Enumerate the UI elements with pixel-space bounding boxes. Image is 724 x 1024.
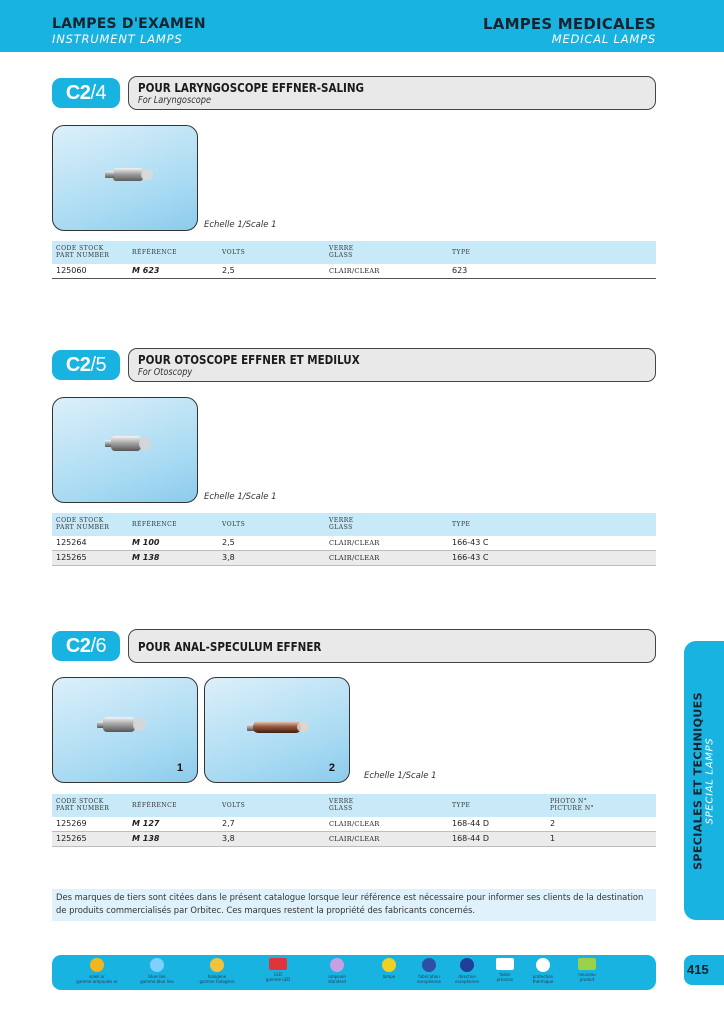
bulb-icon (330, 958, 344, 972)
col-header-type: TYPE (452, 249, 471, 256)
col-header-ref: RÉFÉRENCE (132, 802, 178, 809)
lamp-icon (382, 958, 396, 972)
code-suffix: /5 (90, 354, 107, 376)
section-c2-4 (52, 76, 656, 275)
table-row (52, 817, 656, 832)
square-icon (496, 958, 514, 970)
footer-legend-label: faible (499, 972, 511, 977)
cell-glass: CLAIR/CLEAR (329, 554, 380, 562)
table-header (52, 794, 656, 817)
footer-legend-label: européenne (455, 979, 479, 984)
cell-ref: M 127 (132, 819, 160, 828)
header-left-subtitle: INSTRUMENT LAMPS (52, 32, 183, 46)
footer-legend-label: blue line (148, 974, 166, 979)
product-photo (52, 397, 198, 503)
col-header-glass: VERRE GLASS (329, 798, 354, 812)
table-header (52, 241, 656, 264)
cell-glass: CLAIR/CLEAR (329, 835, 380, 843)
blue-sun-icon (150, 958, 164, 972)
section-title-box (128, 348, 656, 382)
table-row (52, 551, 656, 566)
footer-legend-label: LED (274, 972, 282, 977)
section-title-box (128, 629, 656, 663)
cell-glass: CLAIR/CLEAR (329, 539, 380, 547)
cell-ref: M 138 (132, 834, 160, 843)
footer-legend-label: lampe (382, 974, 396, 979)
section-code-badge (52, 631, 120, 661)
product-photo-1 (52, 677, 198, 783)
footer-legend-label: ampoule (328, 974, 346, 979)
section-title: POUR ANAL-SPECULUM EFFNER (138, 639, 322, 654)
code-main: C2 (65, 82, 91, 104)
section-c2-5 (52, 348, 656, 562)
cell-type: 168-44 D (452, 819, 490, 828)
cell-code: 125265 (56, 834, 87, 843)
cell-type: 623 (452, 266, 468, 275)
section-subtitle: For Laryngoscope (138, 95, 212, 106)
footer-legend-label: directive (458, 974, 476, 979)
side-tab (684, 641, 724, 920)
section-title-bar (52, 76, 656, 112)
cell-glass: CLAIR/CLEAR (329, 820, 380, 828)
cell-photo: 2 (550, 819, 556, 828)
page-number: 415 (687, 962, 709, 977)
side-tab-title: SPECIALES ET TECHNIQUES (691, 691, 705, 870)
footer-legend-label: européenne (417, 979, 441, 984)
cell-code: 125269 (56, 819, 87, 828)
col-header-volts: VOLTS (222, 802, 246, 809)
section-code-badge (52, 350, 120, 380)
cell-ref: M 100 (132, 538, 160, 547)
cell-ref: M 138 (132, 553, 160, 562)
product-photo (52, 125, 198, 231)
footer-legend-item (564, 958, 610, 982)
col-header-code: CODE STOCK PART NUMBER (56, 517, 110, 531)
header-right-title: LAMPES MEDICALES (483, 15, 656, 33)
footer-legend-label: gamme halogène (199, 979, 235, 984)
header-left-title: LAMPES D'EXAMEN (52, 16, 206, 32)
footer-legend-label: standard (328, 979, 346, 984)
cell-code: 125265 (56, 553, 87, 562)
footer-legend-label: gamme blue line (140, 979, 174, 984)
cell-glass: CLAIR/CLEAR (329, 267, 380, 275)
product-photo-2 (204, 677, 350, 783)
cell-volts: 3,8 (222, 553, 235, 562)
table-header (52, 513, 656, 536)
header-left (52, 16, 206, 46)
sun-icon (90, 958, 104, 972)
code-suffix: /6 (90, 635, 107, 657)
page-header (0, 0, 724, 52)
globe-icon (422, 958, 436, 972)
section-code-badge (52, 78, 120, 108)
col-header-type: TYPE (452, 802, 471, 809)
side-tab-text (692, 692, 717, 870)
col-header-code: CODE STOCK PART NUMBER (56, 245, 110, 259)
cell-type: 168-44 D (452, 834, 490, 843)
lamp-m623-icon (53, 126, 199, 232)
footer-legend-label: gamme LED (265, 977, 291, 982)
cell-ref: M 623 (132, 266, 160, 275)
scale-note: Echelle 1/Scale 1 (364, 771, 437, 781)
header-right (483, 16, 656, 46)
led-icon (269, 958, 287, 970)
footer-legend-label: thermique (532, 979, 554, 984)
col-header-volts: VOLTS (222, 521, 246, 528)
table-row (52, 832, 656, 847)
cell-volts: 3,8 (222, 834, 235, 843)
section-c2-6 (52, 629, 656, 843)
side-tab-subtitle: SPECIAL LAMPS (704, 737, 716, 824)
footer-legend-item (314, 958, 360, 984)
section-title-box (128, 76, 656, 110)
cell-volts: 2,5 (222, 538, 235, 547)
shield-icon (536, 958, 550, 972)
cell-volts: 2,5 (222, 266, 235, 275)
section-subtitle: For Otoscopy (138, 367, 193, 378)
halogen-icon (210, 958, 224, 972)
cell-volts: 2,7 (222, 819, 235, 828)
footer-legend-bar (52, 955, 656, 990)
footer-legend-label: nouveau (578, 972, 596, 977)
col-header-ref: RÉFÉRENCE (132, 521, 178, 528)
col-header-code: CODE STOCK PART NUMBER (56, 798, 110, 812)
lamp-m100-icon (53, 398, 199, 504)
photo-number: 2 (328, 762, 335, 774)
col-header-volts: VOLTS (222, 249, 246, 256)
col-header-ref: RÉFÉRENCE (132, 249, 178, 256)
table-row (52, 264, 656, 279)
footer-legend-item (194, 958, 240, 984)
scale-note: Echelle 1/Scale 1 (204, 492, 277, 502)
footer-legend-item (74, 958, 120, 984)
section-title-bar (52, 348, 656, 384)
col-header-photo: PHOTO N° PICTURE N° (550, 798, 595, 812)
product-table (52, 794, 656, 847)
table-row (52, 536, 656, 551)
footer-legend-label: protection (532, 974, 554, 979)
cell-photo: 1 (550, 834, 556, 843)
footer-legend-label: produit (579, 977, 595, 982)
footer-legend-label: gamme ampoules or (76, 979, 118, 984)
footer-legend-item (520, 958, 566, 984)
cell-code: 125264 (56, 538, 87, 547)
footer-legend-label: soleil or (89, 974, 105, 979)
footer-legend-item (134, 958, 180, 984)
code-main: C2 (65, 635, 91, 657)
col-header-glass: VERRE GLASS (329, 517, 354, 531)
scale-note: Echelle 1/Scale 1 (204, 220, 277, 230)
code-suffix: /4 (90, 82, 107, 104)
section-title-bar (52, 629, 656, 665)
section-title: POUR OTOSCOPE EFFNER ET MEDILUX (138, 352, 360, 367)
product-table (52, 513, 656, 566)
photo-number: 1 (176, 762, 183, 774)
code-main: C2 (65, 354, 91, 376)
product-table (52, 241, 656, 279)
footer-legend-label: fabrication (418, 974, 440, 979)
trademark-disclaimer: Des marques de tiers sont citées dans le présent catalogue lorsque leur référence est nécessaire pour informer ses clients de la destination de produits commercialisés par Orbitec. Ces marques restent la propriété des fabricants concernés. (52, 889, 656, 921)
page-number-box (684, 955, 724, 985)
cell-type: 166-43 C (452, 553, 489, 562)
cell-type: 166-43 C (452, 538, 489, 547)
footer-legend-label: pression (496, 977, 514, 982)
section-title: POUR LARYNGOSCOPE EFFNER-SALING (138, 80, 365, 95)
col-header-type: TYPE (452, 521, 471, 528)
header-right-subtitle: MEDICAL LAMPS (551, 32, 656, 46)
col-header-glass: VERRE GLASS (329, 245, 354, 259)
quality-icon (578, 958, 596, 970)
cell-code: 125060 (56, 266, 87, 275)
footer-legend-label: halogène (207, 974, 227, 979)
footer-legend-item (255, 958, 301, 982)
eu-icon (460, 958, 474, 972)
